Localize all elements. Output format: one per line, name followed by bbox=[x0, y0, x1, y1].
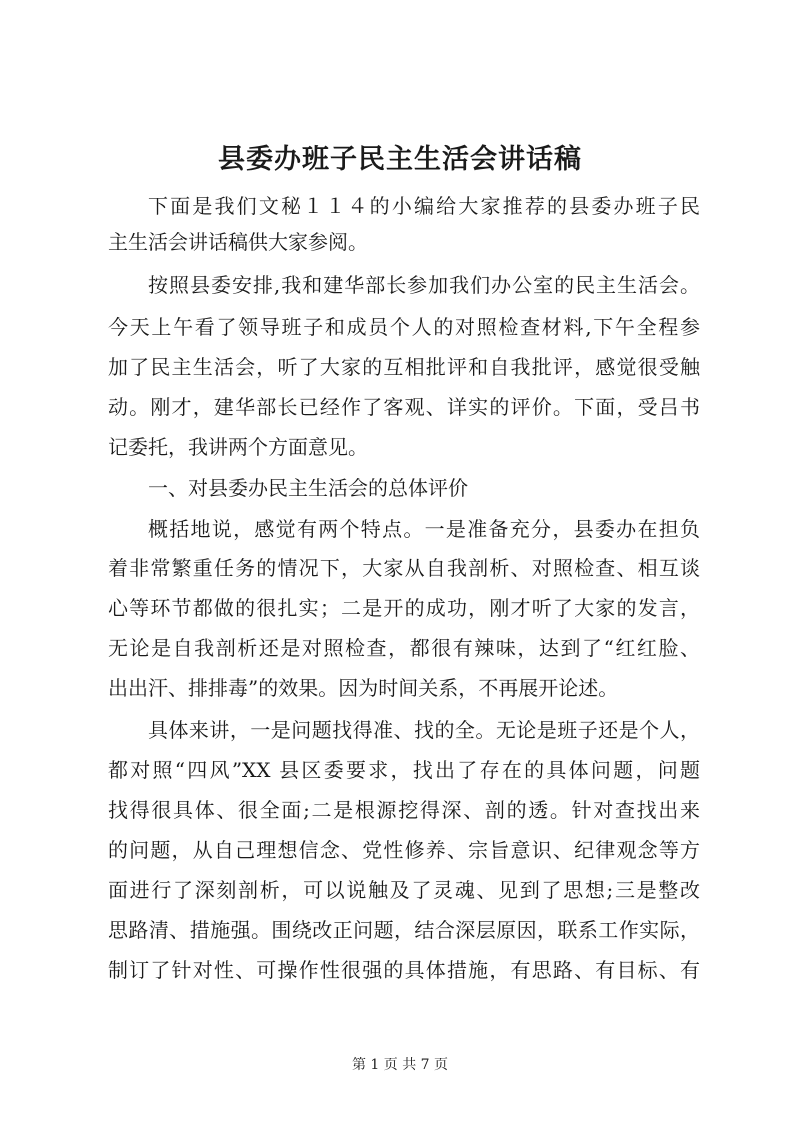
body-line: 出出汗、排排毒”的效果。因为时间关系，不再展开论述。 bbox=[108, 676, 619, 700]
page-number-footer: 第 1 页 共 7 页 bbox=[351, 1057, 449, 1073]
body-line: 加了民主生活会，听了大家的互相批评和自我批评，感觉很受触 bbox=[108, 355, 700, 379]
body-line: 动。刚才，建华部长已经作了客观、详实的评价。下面，受吕书 bbox=[108, 395, 700, 419]
body-line: 着非常繁重任务的情况下，大家从自我剖析、对照检查、相互谈 bbox=[108, 556, 700, 580]
body-line: 心等环节都做的很扎实；二是开的成功，刚才听了大家的发言， bbox=[108, 596, 700, 620]
body-line: 无论是自我剖析还是对照检查，都很有辣味，达到了“红红脸、 bbox=[108, 636, 700, 660]
document-title: 县委办班子民主生活会讲话稿 bbox=[218, 144, 582, 175]
body-line: 概括地说，感觉有两个特点。一是准备充分，县委办在担负 bbox=[148, 517, 700, 541]
body-line: 记委托，我讲两个方面意见。 bbox=[108, 435, 368, 459]
body-line: 制订了针对性、可操作性很强的具体措施，有思路、有目标、有 bbox=[108, 958, 700, 982]
body-line: 思路清、措施强。围绕改正问题，结合深层原因，联系工作实际， bbox=[108, 918, 700, 942]
body-line: 面进行了深刻剖析，可以说触及了灵魂、见到了思想;三是整改 bbox=[108, 878, 700, 902]
body-line: 具体来讲，一是问题找得准、找的全。无论是班子还是个人， bbox=[148, 718, 700, 742]
body-line: 都对照“四风”XX 县区委要求，找出了存在的具体问题，问题 bbox=[108, 758, 700, 782]
body-line: 找得很具体、很全面;二是根源挖得深、剖的透。针对查找出来 bbox=[108, 798, 700, 822]
body-line: 主生活会讲话稿供大家参阅。 bbox=[108, 230, 368, 254]
body-line: 按照县委安排,我和建华部长参加我们办公室的民主生活会。 bbox=[148, 273, 700, 297]
body-line: 今天上午看了领导班子和成员个人的对照检查材料,下午全程参 bbox=[108, 315, 700, 339]
body-line: 的问题，从自己理想信念、党性修养、宗旨意识、纪律观念等方 bbox=[108, 838, 700, 862]
body-line: 下面是我们文秘１１４的小编给大家推荐的县委办班子民 bbox=[148, 194, 700, 218]
section-heading: 一、对县委办民主生活会的总体评价 bbox=[148, 476, 468, 500]
